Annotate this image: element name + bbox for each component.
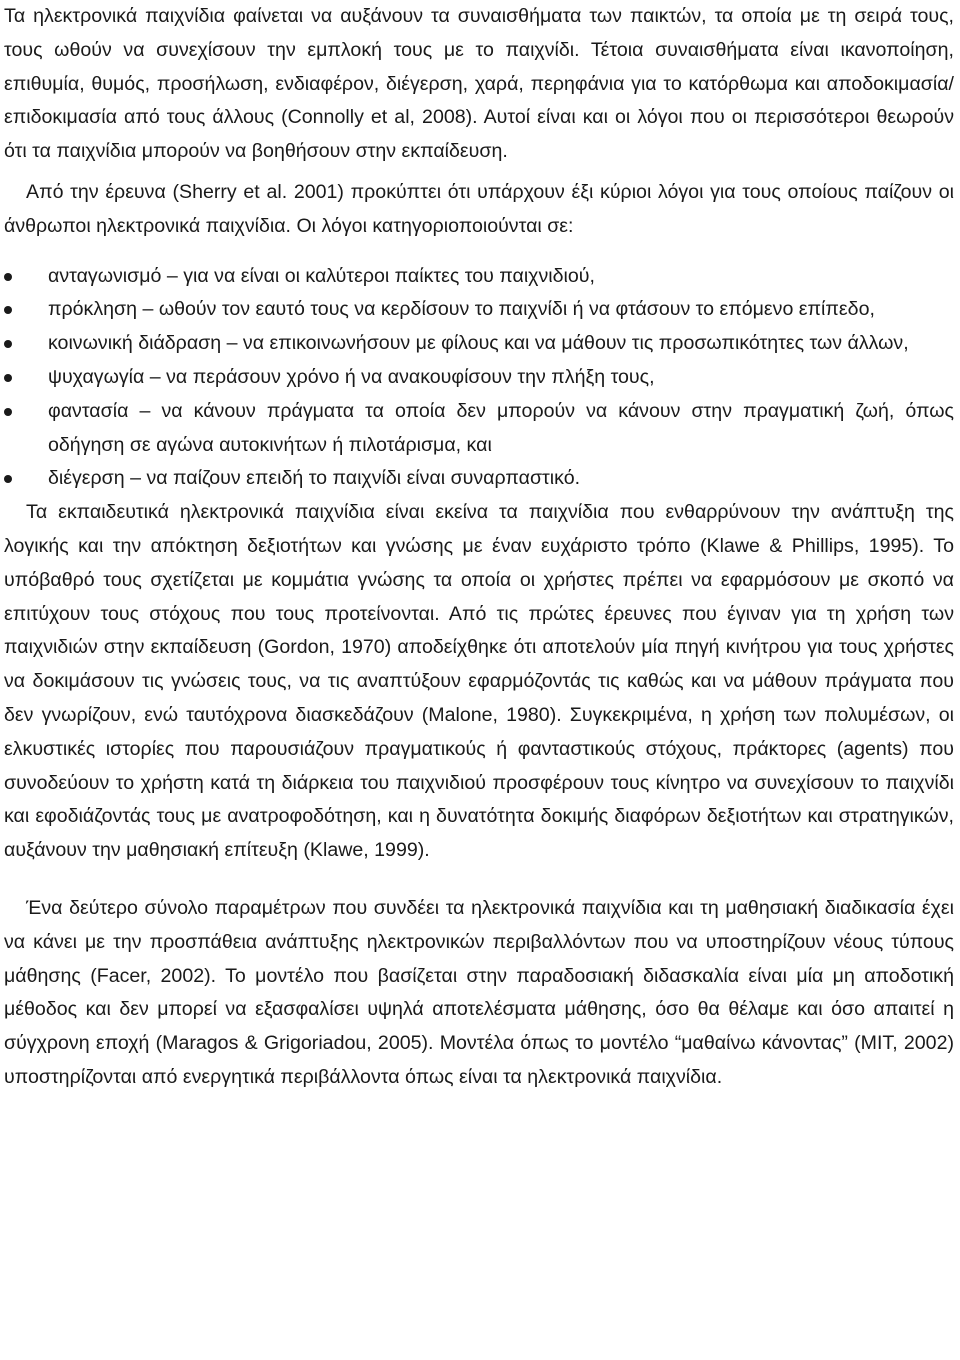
paragraph-educational-games: Τα εκπαιδευτικά ηλεκτρονικά παιχνίδια είναι εκείνα τα παιχνίδια που ενθαρρύνουν την ανάπτυξη της λογικής και την απόκτηση δεξιοτήτων και γνώσης με έναν ευχάριστο τρόπο (Klawe & Phillips, 1995). Το υπόβαθρό τους σχετίζεται με κομμάτια γνώσης τα οποία οι χρήστες πρέπει να εφαρμόσουν με σκοπό να επιτύχουν τους στόχους που τους προτείνονται. Από τις πρώτες έρευνες που έγιναν για τη χρήση των παιχνιδιών στην εκπαίδευση (Gordon, 1970) αποδείχθηκε ότι αποτελούν μία πηγή κινήτρου για τους χρήστες να δοκιμάσουν τις γνώσεις τους, να τις αναπτύξουν εφαρμόζοντάς τις καθώς και να μάθουν πράγματα που δεν γνωρίζουν, ενώ ταυτόχρονα διασκεδάζουν (Malone, 1980). Συγκεκριμένα, η χρήση των πολυμέσων, οι ελκυστικές ιστορίες που παρουσιάζουν πραγματικούς ή φανταστικούς στόχους, πράκτορες (agents) που συνοδεύουν το χρήστη κατά τη διάρκεια του παιχνιδιού προσφέρουν τους κίνητρο να συνεχίσουν το παιχνίδι και εφοδιάζοντάς τους με ανατροφοδότηση, και η δυνατότητα δοκιμής διαφόρων δεξιοτήτων και στρατηγικών, αυξάνουν την μαθησιακή επίτευξη (Klawe, 1999). (4, 501, 954, 862)
list-item-entertainment: ψυχαγωγία – να περάσουν χρόνο ή να ανακουφίσουν την πλήξη τους, (4, 361, 954, 395)
paragraph-learning-parameters: Ένα δεύτερο σύνολο παραμέτρων που συνδέει τα ηλεκτρονικά παιχνίδια και τη μαθησιακή διαδικασία έχει να κάνει με την προσπάθεια ανάπτυξης ηλεκτρονικών περιβαλλόντων που να υποστηρίζουν νέους τύπους μάθησης (Facer, 2002). Το μοντέλο που βασίζεται στην παραδοσιακή διδασκαλία είναι μία μη αποδοτική μέθοδος και δεν μπορεί να εξασφαλίσει υψηλά αποτελέσματα μάθησης, όσο θα θέλαμε και όσο απαιτεί η σύγχρονη εποχή (Maragos & Grigoriadou, 2005). Μοντέλα όπως το μοντέλο “μαθαίνω κάνοντας” (MIT, 2002) υποστηρίζονται από ενεργητικά περιβάλλοντα όπως είναι τα ηλεκτρονικά παιχνίδια. (4, 896, 954, 1088)
reasons-list (4, 260, 954, 497)
bullet-icon (4, 475, 12, 483)
paragraph-emotions: Τα ηλεκτρονικά παιχνίδια φαίνεται να αυξάνουν τα συναισθήματα των παικτών, τα οποία με τη σειρά τους, τους ωθούν να συνεχίσουν την εμπλοκή τους με το παιχνίδι. Τέτοια συναισθήματα είναι ικανοποίηση, επιθυμία, θυμός, προσήλωση, ενδιαφέρον, διέγερση, χαρά, περηφάνια για το κατόρθωμα και αποδοκιμασία/επιδοκιμασία από τους άλλους (Connolly et al, 2008). Αυτοί είναι και οι λόγοι που οι περισσότεροι θεωρούν ότι τα παιχνίδια μπορούν να βοηθήσουν στην εκπαίδευση. (4, 5, 954, 163)
bullet-icon (4, 306, 12, 314)
list-item-fantasy: φαντασία – να κάνουν πράγματα τα οποία δεν μπορούν να κάνουν στην πραγματική ζωή, όπως οδήγηση σε αγώνα αυτοκινήτων ή πιλοτάρισμα, και (4, 395, 954, 463)
bullet-icon (4, 340, 12, 348)
bullet-icon (4, 273, 12, 281)
list-item-arousal: διέγερση – να παίζουν επειδή το παιχνίδι είναι συναρπαστικό. (4, 462, 954, 496)
document-page (4, 0, 954, 1095)
list-item-challenge: πρόκληση – ωθούν τον εαυτό τους να κερδίσουν το παιχνίδι ή να φτάσουν το επόμενο επίπεδο, (4, 293, 954, 327)
bullet-icon (4, 408, 12, 416)
list-item-social-interaction: κοινωνική διάδραση – να επικοινωνήσουν με φίλους και να μάθουν τις προσωπικότητες των άλλων, (4, 327, 954, 361)
list-item-competition: ανταγωνισμό – για να είναι οι καλύτεροι παίκτες του παιχνιδιού, (4, 260, 954, 294)
bullet-icon (4, 374, 12, 382)
paragraph-sherry-research: Από την έρευνα (Sherry et al. 2001) προκύπτει ότι υπάρχουν έξι κύριοι λόγοι για τους οποίους παίζουν οι άνθρωποι ηλεκτρονικά παιχνίδια. Οι λόγοι κατηγοριοποιούνται σε: (4, 180, 954, 237)
